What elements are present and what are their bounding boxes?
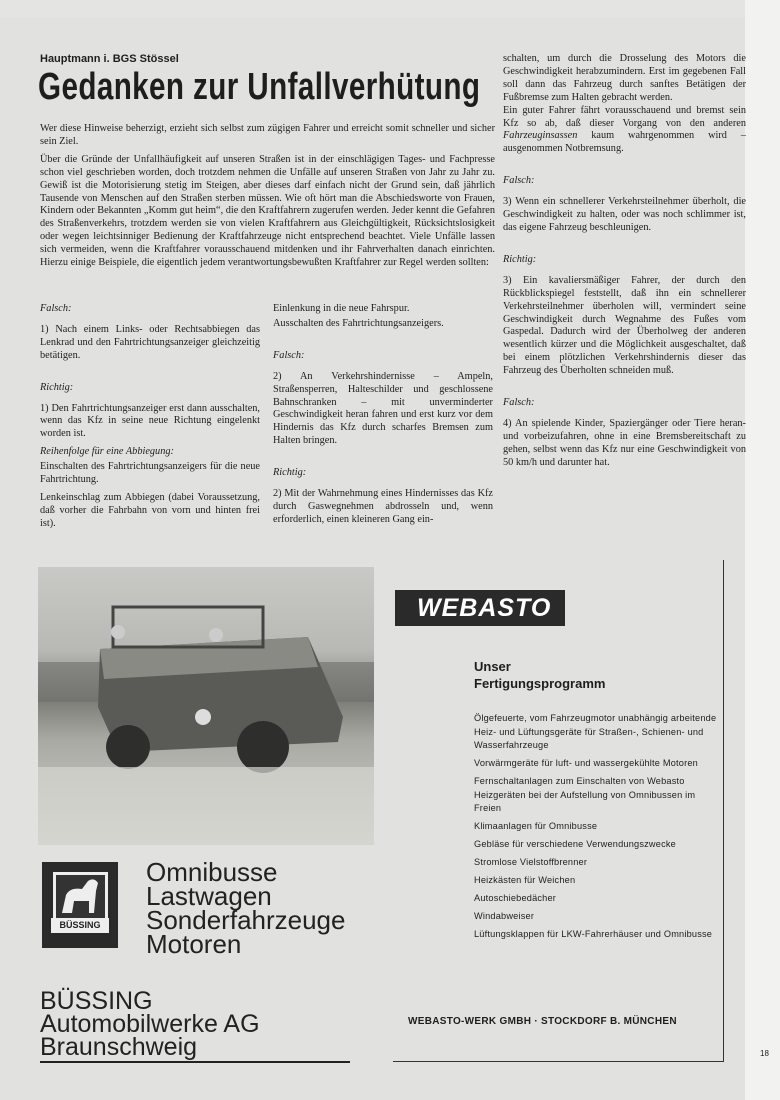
- list-item: Gebläse für verschiedene Verwendungszwecke: [474, 839, 676, 849]
- paragraph: 1) Nach einem Links- oder Rechtsabbiegen das Lenkrad und den Fahrtrichtungsanzeiger gleichzeitig betätigen.: [40, 323, 260, 361]
- section-heading: Falsch:: [273, 349, 305, 361]
- company-line: Automobilwerke AG: [40, 1010, 260, 1038]
- paragraph: 2) An Verkehrshindernisse – Ampeln, Straßensperren, Halteschilder und geschlossene Bahnschranken – mit unverminderter Geschwindigkeit heran fahren und erst kurz vor dem Hindernis das Kfz durch scharfes Bremsen zum Halten bringen.: [273, 370, 493, 447]
- paragraph: [503, 105, 746, 157]
- webasto-heading: [474, 658, 605, 692]
- scan-margin: [745, 0, 780, 1100]
- product: Omnibusse: [146, 857, 278, 887]
- paragraph: 1) Den Fahrtrichtungsanzeiger erst dann ausschalten, wenn das Kfz in seine neue Richtung eingelenkt worden ist.: [40, 402, 260, 440]
- list-item: Windabweiser: [474, 911, 535, 921]
- article-title: Gedanken zur Unfallverhütung: [38, 66, 481, 108]
- product: Lastwagen: [146, 881, 272, 911]
- section-heading: Reihenfolge für eine Abbiegung:: [40, 446, 174, 458]
- emphasis: Fahrzeuginsassen: [503, 130, 578, 142]
- text: kaum wahrgenommen wird – ausgenommen Notbremsung.: [503, 130, 746, 155]
- webasto-footer: WEBASTO-WERK GMBH · STOCKDORF B. MÜNCHEN: [408, 1016, 677, 1027]
- paragraph: Einschalten des Fahrtrichtungsanzeigers für die neue Fahrtrichtung.: [40, 461, 260, 486]
- list-item: Fernschaltanlagen zum Einschalten von Webasto Heizgeräten bei der Aufstellung von Omnibussen im Freien: [474, 776, 696, 813]
- buessing-company: [40, 987, 350, 1063]
- heading-line: Unser: [474, 659, 511, 674]
- armored-vehicle-photo: [38, 567, 374, 845]
- paragraph: Einlenkung in die neue Fahrspur.: [273, 303, 410, 314]
- product: Motoren: [146, 929, 242, 959]
- paragraph: schalten, um durch die Drosselung des Motors die Geschwindigkeit herabzumindern. Erst im gegebenen Fall soll dann das Fahrzeug durch sanftes Betätigen der Fußbremse zum Halten gebracht werden.: [503, 53, 746, 103]
- intro-paragraph: Wer diese Hinweise beherzigt, erzieht sich selbst zum zügigen Fahrer und erreicht somit schneller und sicher sein Ziel.: [40, 123, 495, 147]
- buessing-logo: [42, 862, 118, 948]
- section-heading: Richtig:: [273, 467, 307, 479]
- heading-line: Fertigungsprogramm: [474, 676, 606, 691]
- article-column-2: [273, 303, 493, 532]
- list-item: Heizkästen für Weichen: [474, 875, 576, 885]
- product: Sonderfahrzeuge: [146, 905, 346, 935]
- section-heading: Richtig:: [40, 381, 74, 393]
- paragraph: 3) Ein kavaliersmäßiger Fahrer, der durch den Rückblickspiegel feststellt, daß ihn ein schnellerer Verkehrsteilnehmer überholen will, vermindert seine Geschwindigkeit durch Wegnahme des Fußes vom Gaspedal. Dadurch wird der Überholweg der anderen wesentlich kürzer und die Möglichkeit ausgeschaltet, daß bei einem plötzlichen Verkehrshindernis dieser das Fahrzeug des Überholten schneiden muß.: [503, 274, 746, 377]
- webasto-logo: WEBASTO: [395, 590, 565, 626]
- paragraph: Ausschalten des Fahrtrichtungsanzeigers.: [273, 317, 444, 329]
- section-heading: Falsch:: [503, 175, 535, 187]
- article-column-1: [40, 303, 260, 536]
- company-line: BÜSSING: [40, 987, 153, 1015]
- paragraph: 3) Wenn ein schnellerer Verkehrsteilnehmer überholt, die Geschwindigkeit zu halten, oder was noch schlimmer ist, das eigene Fahrzeug beschleunigen.: [503, 196, 746, 233]
- list-item: Klimaanlagen für Omnibusse: [474, 821, 598, 831]
- list-item: Ölgefeuerte, vom Fahrzeugmotor unabhängig arbeitende Heiz- und Lüftungsgeräte für Straßen-, Schienen- und Wasserfahrzeuge: [474, 713, 717, 750]
- paragraph: 4) An spielende Kinder, Spaziergänger oder Tiere heran- und vorbeizufahren, ohne in eine Bremsbereitschaft zu gehen, selbst wenn das Kfz nur eine Geschwindigkeit von 50 km/h und darunter hat.: [503, 417, 746, 468]
- section-heading: Falsch:: [503, 397, 535, 409]
- list-item: Stromlose Vielstoffbrenner: [474, 857, 588, 867]
- webasto-product-list: [474, 712, 724, 946]
- article-intro: [40, 123, 495, 275]
- company-line: Braunschweig: [40, 1033, 198, 1061]
- list-item: Lüftungsklappen für LKW-Fahrerhäuser und Omnibusse: [474, 929, 713, 939]
- logo-label: BÜSSING: [51, 918, 109, 933]
- list-item: Autoschiebedächer: [474, 893, 557, 903]
- page-number: 18: [760, 1049, 769, 1058]
- section-heading: Falsch:: [40, 303, 72, 314]
- article-column-3: [503, 53, 746, 475]
- section-heading: Richtig:: [503, 253, 537, 265]
- intro-paragraph: Über die Gründe der Unfallhäufigkeit auf unseren Straßen ist in der einschlägigen Tages- und Fachpresse schon viel geschrieben worden, doch trotzdem nehmen die Unfälle auf unseren Straßen von Jahr zu Jahr zu. Gewiß ist die Motorisierung stetig im Steigen, aber dieses darf einfach nicht der Grund sein, daß jährlich Tausende von Menschen auf den Straßen sterben müssen. Wie oft hört man die Abschiedsworte von Frauen, Kindern oder Bekannten „Komm gut heim“, die den Kraftfahrern zugerufen werden. Jeder kennt die Gefahren des Straßenverkehrs, trotzdem werden sie von vielen Kraftfahrern aus Gleichgültigkeit, Rücksichtslosigkeit oder wegen leichtsinniger Bedienung der Kraftfahrzeuge nicht entsprechend beachtet. Viele Unfälle lassen sich vermeiden, wenn die Kraftfahrer vorausschauend mitdenken und ihr Fahrverhalten danach einrichten. Hierzu einige Beispiele, die eigentlich jedem verantwortungsbewußten Kraftfahrer zur Regel werden sollten:: [40, 153, 495, 269]
- paragraph: 2) Mit der Wahrnehmung eines Hindernisses das Kfz durch Gaswegnehmen abdrosseln und, wenn erforderlich, einen kleineren Gang ein-: [273, 488, 493, 525]
- buessing-products: [146, 857, 346, 959]
- paragraph: Lenkeinschlag zum Abbiegen (dabei Voraussetzung, daß vorher die Fahrbahn von vorn und hinten frei ist).: [40, 491, 260, 529]
- text: Ein guter Fahrer fährt vorausschauend und bremst sein Kfz so ab, daß dieser Vorgang von den anderen: [503, 104, 746, 129]
- list-item: Vorwärmgeräte für luft- und wassergekühlte Motoren: [474, 758, 698, 768]
- article-byline: Hauptmann i. BGS Stössel: [40, 53, 179, 65]
